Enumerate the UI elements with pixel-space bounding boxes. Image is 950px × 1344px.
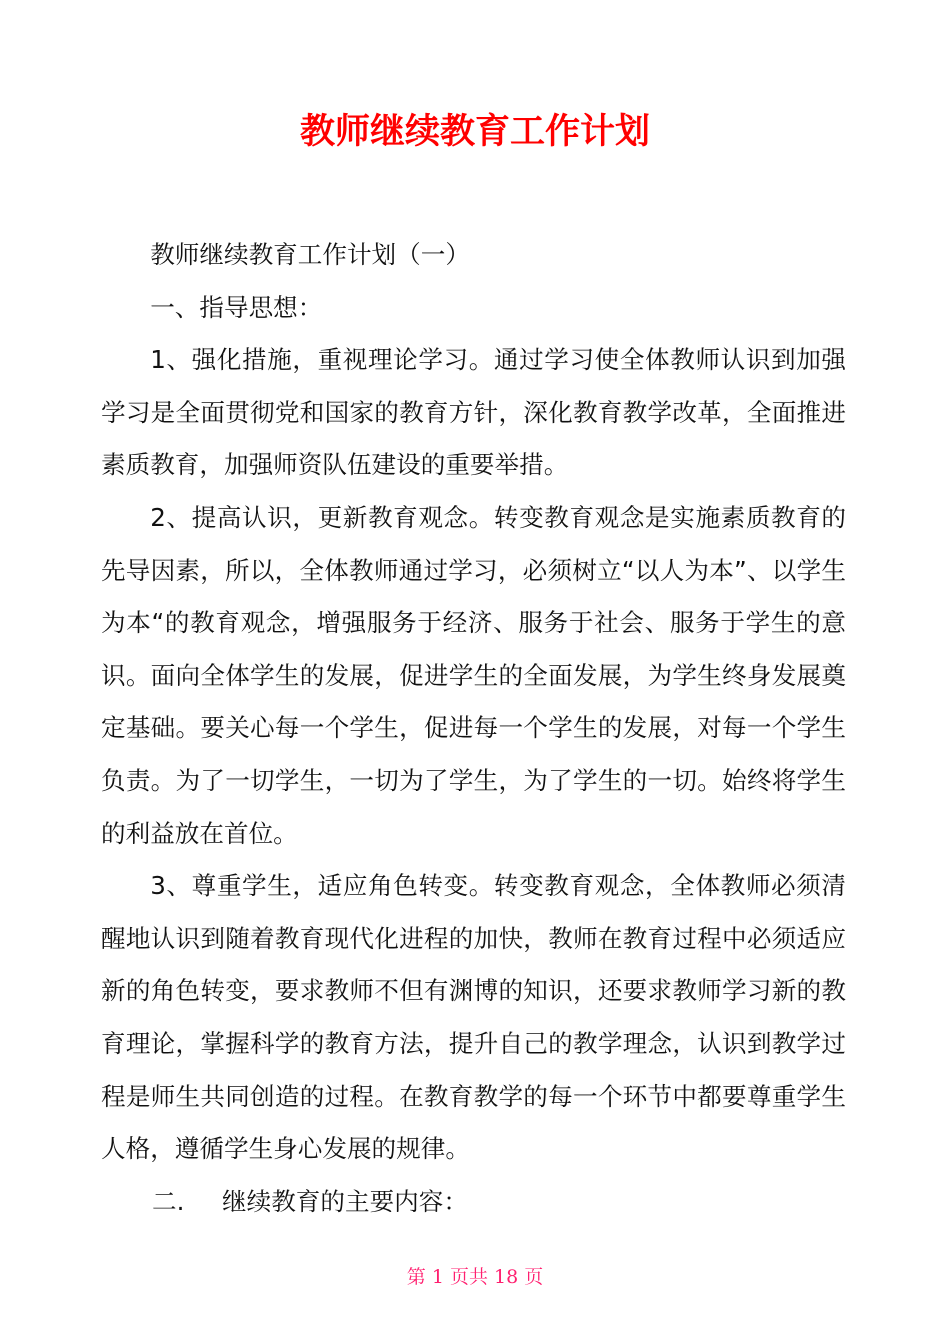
section-heading-main-content bbox=[101, 1176, 846, 1229]
page-footer: 第 1 页共 18 页 bbox=[406, 1266, 544, 1288]
section-heading-guiding-thought: 一、指导思想： bbox=[150, 292, 323, 322]
paragraph-1: 1、强化措施，重视理论学习。通过学习使全体教师认识到加强学习是全面贯彻党和国家的教育方针，深化教育教学改革，全面推进素质教育，加强师资队伍建设的重要举措。 bbox=[101, 345, 846, 480]
section-number: 二. bbox=[152, 1186, 185, 1216]
section-heading-text: 继续教育的主要内容： bbox=[222, 1186, 468, 1216]
document-body bbox=[101, 229, 846, 1228]
subtitle: 教师继续教育工作计划（一） bbox=[150, 240, 470, 269]
document-title: 教师继续教育工作计划 bbox=[299, 112, 650, 152]
paragraph-2: 2、提高认识，更新教育观念。转变教育观念是实施素质教育的先导因素，所以，全体教师通过学习，必须树立“以人为本”、以学生为本“的教育观念，增强服务于经济、服务于社会、服务于学生的意识。面向全体学生的发展，促进学生的全面发展，为学生终身发展奠定基础。要关心每一个学生，促进每一个学生的发展，对每一个学生负责。为了一切学生，一切为了学生，为了学生的一切。始终将学生的利益放在首位。 bbox=[101, 502, 846, 848]
paragraph-3: 3、尊重学生，适应角色转变。转变教育观念，全体教师必须清醒地认识到随着教育现代化进程的加快，教师在教育过程中必须适应新的角色转变，要求教师不但有渊博的知识，还要求教师学习新的教育理论，掌握科学的教育方法，提升自己的教学理念，认识到教学过程是师生共同创造的过程。在教育教学的每一个环节中都要尊重学生人格，遵循学生身心发展的规律。 bbox=[101, 871, 846, 1164]
